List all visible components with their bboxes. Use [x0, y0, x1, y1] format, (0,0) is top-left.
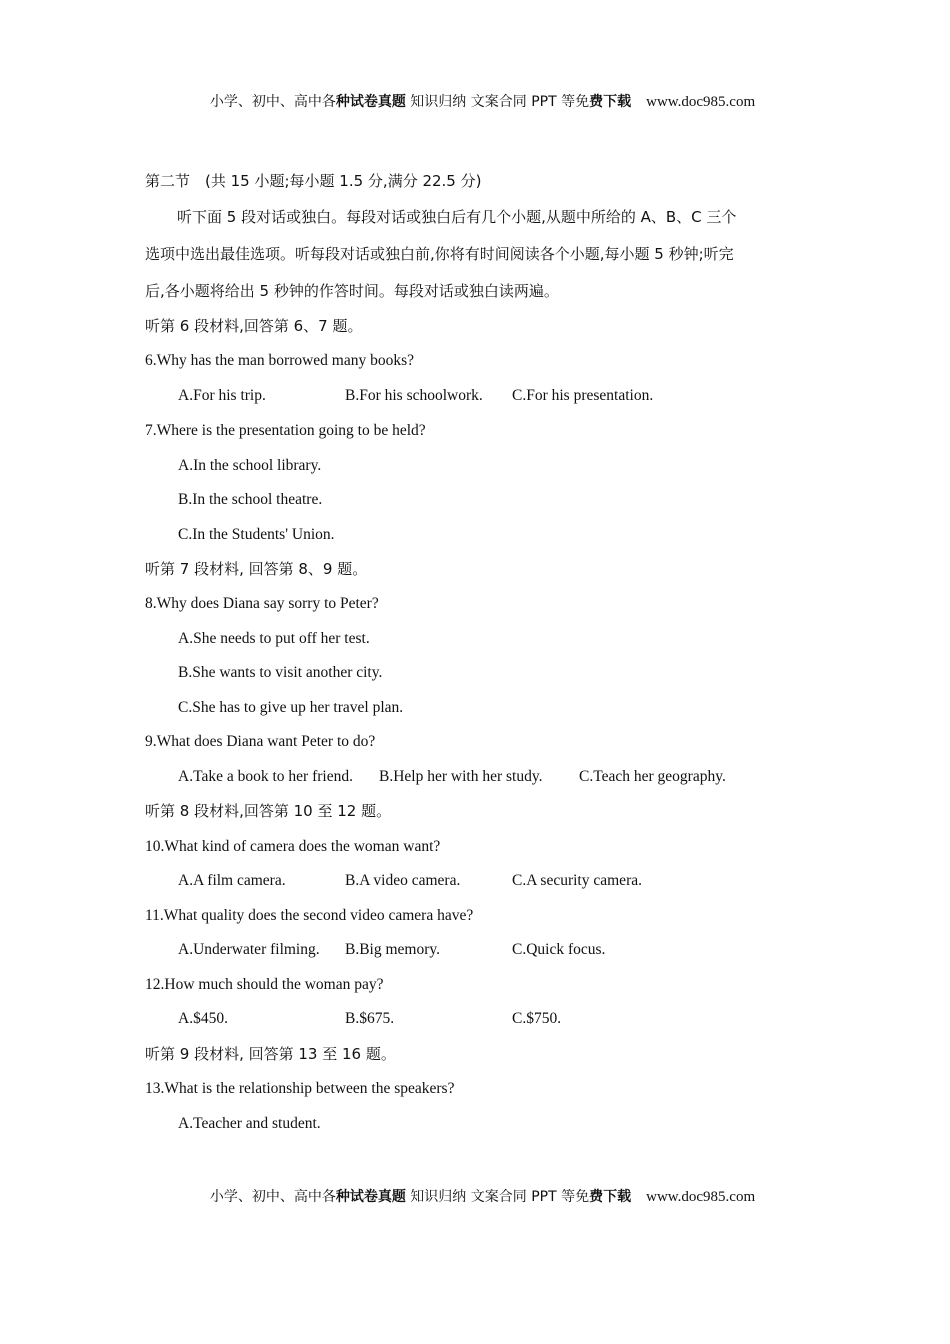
- footer-text-2: 种试卷真题: [335, 1189, 406, 1205]
- page-footer: [0, 1169, 950, 1223]
- header-text-1: 小学、初中、高中各: [209, 94, 336, 110]
- option-a: A.For his trip.: [178, 387, 266, 404]
- question-text: 13.What is the relationship between the speakers?: [145, 1080, 455, 1097]
- footer-text-3: 知识归纳: [405, 1189, 471, 1205]
- question-text: 6.Why has the man borrowed many books?: [145, 352, 415, 369]
- instruction-line-2: 选项中选出最佳选项。听每段对话或独白前,你将有时间阅读各个小题,每小题 5 秒钟;听完: [145, 245, 734, 263]
- header-text-4: 文案合同 PPT 等免: [470, 94, 590, 110]
- option-a: A.A film camera.: [178, 872, 286, 889]
- option-c: C.In the Students' Union.: [178, 526, 335, 543]
- question-text: 8.Why does Diana say sorry to Peter?: [145, 595, 379, 612]
- option-b: B.In the school theatre.: [178, 491, 323, 508]
- option-a: A.Take a book to her friend.: [178, 768, 353, 785]
- option-b: B.Big memory.: [345, 941, 441, 958]
- option-c: C.For his presentation.: [512, 387, 654, 404]
- option-b: B.Help her with her study.: [379, 768, 543, 785]
- instruction-line-1: 听下面 5 段对话或独白。每段对话或独白后有几个小题,从题中所给的 A、B、C 三个: [177, 208, 737, 226]
- footer-url: www.doc985.com: [646, 1189, 756, 1205]
- option-b: B.A video camera.: [345, 872, 461, 889]
- option-a: A.In the school library.: [178, 457, 322, 474]
- option-c: C.Quick focus.: [512, 941, 606, 958]
- question-text: 9.What does Diana want Peter to do?: [145, 733, 376, 750]
- option-b: B.For his schoolwork.: [345, 387, 483, 404]
- option-b: B.$675.: [345, 1010, 395, 1027]
- option-a: A.Teacher and student.: [178, 1115, 321, 1132]
- group-label: 听第 9 段材料, 回答第 13 至 16 题。: [145, 1045, 396, 1063]
- option-c: C.Teach her geography.: [579, 768, 726, 785]
- header-text-2: 种试卷真题: [335, 94, 406, 110]
- option-c: C.$750.: [512, 1010, 562, 1027]
- option-c: C.She has to give up her travel plan.: [178, 699, 404, 716]
- footer-text-5: 费下载: [589, 1189, 632, 1205]
- option-c: C.A security camera.: [512, 872, 642, 889]
- group-label: 听第 6 段材料,回答第 6、7 题。: [145, 317, 363, 335]
- option-b: B.She wants to visit another city.: [178, 664, 383, 681]
- question-text: 7.Where is the presentation going to be held?: [145, 422, 426, 439]
- instruction-line-3: 后,各小题将给出 5 秒钟的作答时间。每段对话或独白读两遍。: [145, 282, 559, 300]
- option-a: A.Underwater filming.: [178, 941, 320, 958]
- question-text: 11.What quality does the second video camera have?: [145, 907, 474, 924]
- option-a: A.$450.: [178, 1010, 228, 1027]
- footer-text-4: 文案合同 PPT 等免: [470, 1189, 590, 1205]
- question-text: 12.How much should the woman pay?: [145, 976, 384, 993]
- section-title: 第二节 (共 15 小题;每小题 1.5 分,满分 22.5 分): [145, 172, 482, 190]
- group-label: 听第 7 段材料, 回答第 8、9 题。: [145, 560, 368, 578]
- header-text-3: 知识归纳: [405, 94, 471, 110]
- header-url: www.doc985.com: [646, 94, 756, 110]
- group-label: 听第 8 段材料,回答第 10 至 12 题。: [145, 802, 392, 820]
- option-a: A.She needs to put off her test.: [178, 630, 370, 647]
- header-text-5: 费下载: [589, 94, 632, 110]
- question-text: 10.What kind of camera does the woman want?: [145, 838, 441, 855]
- footer-text-1: 小学、初中、高中各: [209, 1189, 336, 1205]
- page-header: [0, 74, 950, 128]
